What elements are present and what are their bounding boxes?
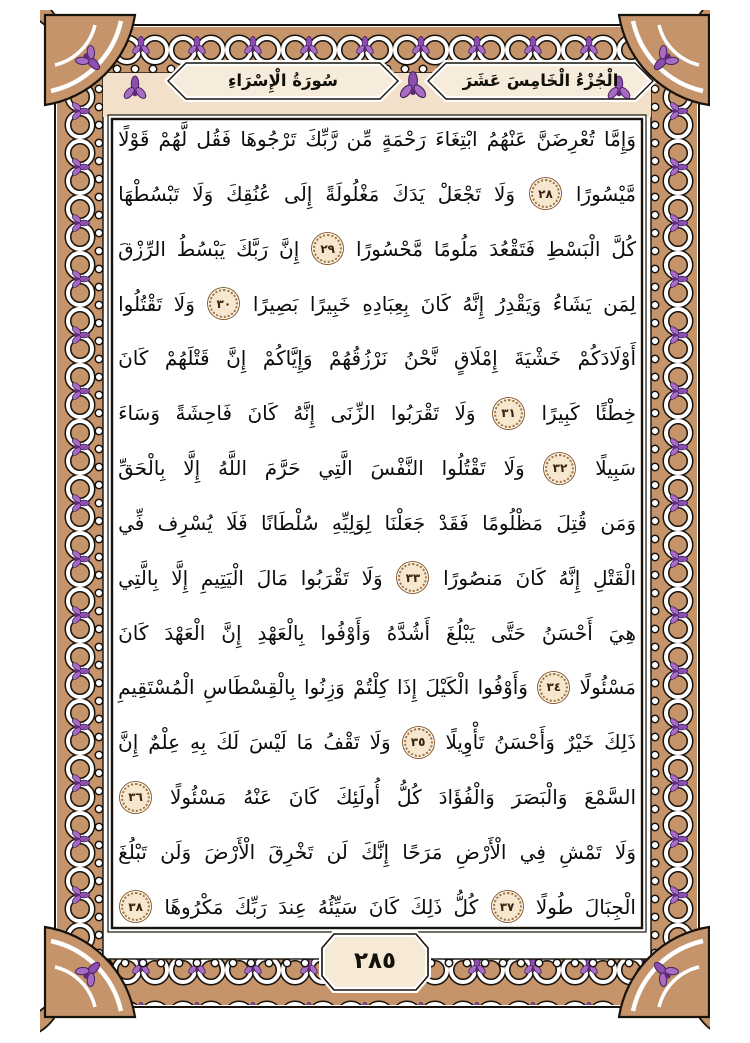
quran-word: أَشُدَّهُ xyxy=(386,620,431,645)
quran-word: مَنصُورًا xyxy=(443,565,503,590)
quran-word: خَشْيَةَ xyxy=(514,346,562,371)
quran-word: وَسَاءَ xyxy=(118,401,161,426)
quran-word: إِنَّ xyxy=(226,346,247,371)
quran-word: وَمَن xyxy=(600,510,636,535)
ayah-marker: ٢٩ xyxy=(313,234,342,263)
quran-word: وَلَا xyxy=(493,181,516,206)
quran-word: تَقْرَبُوا xyxy=(390,401,440,426)
quran-word: الْعَهْدَ xyxy=(164,620,206,645)
quran-word: فَلَا xyxy=(226,510,248,535)
quran-word: تَقْتُلُوا xyxy=(441,456,486,481)
quran-word: أُولَئِكَ xyxy=(335,785,381,810)
quran-word: إِلَّا xyxy=(183,456,201,481)
surah-title: سُورَةُ الْإِسْرَاءِ xyxy=(227,71,339,90)
quran-word: الرِّزْقَ xyxy=(118,236,166,261)
quran-lines xyxy=(118,122,636,924)
quran-word: الْجِبَالَ xyxy=(584,894,636,919)
quran-word: وَإِمَّا xyxy=(603,127,636,151)
quran-word: إِنَّ xyxy=(118,730,139,755)
quran-line-9 xyxy=(118,561,636,595)
quran-word: خِطْئًا xyxy=(595,401,636,426)
quran-word: كُلُّ xyxy=(453,894,479,919)
quran-word: الزِّنَى xyxy=(330,401,376,426)
quran-word: خَبِيرًا xyxy=(309,291,351,316)
quran-word: تَقْرَبُوا xyxy=(300,565,349,590)
quran-line-7 xyxy=(118,451,636,485)
quran-word: مَلُومًا xyxy=(433,236,479,261)
quran-word: وَزِنُوا xyxy=(303,675,345,700)
quran-word: الْأَرْضِ xyxy=(455,839,507,864)
quran-word: مَسْئُولًا xyxy=(169,785,227,810)
quran-line-15 xyxy=(118,890,636,924)
quran-word: قَوْلًا xyxy=(118,127,150,151)
ayah-marker: ٣٠ xyxy=(209,289,238,318)
ayah-marker: ٢٨ xyxy=(531,179,560,208)
quran-word: تَبْلُغَ xyxy=(118,839,147,864)
quran-word: الْمُسْتَقِيمِ xyxy=(118,675,195,700)
quran-word: كَانَ xyxy=(515,565,546,590)
quran-word: لِوَلِيِّهِ xyxy=(331,510,372,535)
quran-word: ابْتِغَاءَ xyxy=(435,127,478,151)
quran-word: تَقْتُلُوا xyxy=(118,291,163,316)
quran-line-4 xyxy=(118,287,636,321)
quran-line-14 xyxy=(118,835,636,869)
quran-word: يَبْلُغَ xyxy=(446,620,475,645)
quran-word: ذَلِكَ xyxy=(604,730,636,755)
quran-word: وَلَا xyxy=(614,839,636,864)
quran-word: لَيْسَ xyxy=(249,730,287,755)
quran-word: لِمَن xyxy=(603,291,636,316)
quran-word: إِمْلَاقٍ xyxy=(454,346,498,371)
quran-word: تَمْشِ xyxy=(559,839,602,864)
quran-word: الْقَتْلِ xyxy=(593,565,636,590)
quran-word: إِلَّا xyxy=(171,565,189,590)
quran-word: كِلْتُمْ xyxy=(353,675,389,700)
quran-line-5 xyxy=(118,341,636,375)
quran-word: السَّمْعَ xyxy=(584,785,636,810)
quran-word: وَأَوْفُوا xyxy=(477,675,528,700)
quran-word: بِالْعَهْدِ xyxy=(257,620,305,645)
quran-word: كُلُّ xyxy=(397,785,422,810)
quran-word: كَانَ xyxy=(288,785,320,810)
quran-word: وَلَا xyxy=(369,730,391,755)
quran-line-12 xyxy=(118,725,636,759)
quran-word: خَيْرٌ xyxy=(564,730,595,755)
quran-line-11 xyxy=(118,670,636,704)
quran-word: لَكَ xyxy=(216,730,240,755)
ayah-marker: ٣٨ xyxy=(121,892,150,921)
ayah-marker: ٣١ xyxy=(494,399,523,428)
quran-word: إِنَّهُ xyxy=(293,401,316,426)
quran-word: وَأَوْفُوا xyxy=(320,620,371,645)
ayah-marker: ٣٢ xyxy=(545,454,574,483)
quran-line-2 xyxy=(118,177,636,211)
quran-word: وَلَا xyxy=(361,565,383,590)
quran-word: إِنَّهُ xyxy=(462,291,485,316)
quran-word: عِلْمٌ xyxy=(148,730,181,755)
quran-word: جَعَلْنَا xyxy=(384,510,426,535)
quran-word: طُولًا xyxy=(535,894,574,919)
quran-word: رَحْمَةٍ xyxy=(381,127,427,151)
quran-word: مَّيْسُورًا xyxy=(575,181,636,206)
quran-word: كَانَ xyxy=(247,401,278,426)
quran-word: تَجْعَلْ xyxy=(437,181,482,206)
quran-word: لَّهُمْ xyxy=(158,127,188,151)
quran-word: عَنْهُمُ xyxy=(486,127,528,151)
quran-word: إِنَّهُ xyxy=(558,565,581,590)
quran-word: وَلَا xyxy=(454,401,476,426)
quran-word: أَوْلَادَكُمْ xyxy=(577,346,636,371)
quran-word: إِلَى xyxy=(284,181,313,206)
quran-word: مَّحْسُورًا xyxy=(356,236,424,261)
quran-word: تَقْفُ xyxy=(323,730,360,755)
quran-word: وَأَحْسَنُ xyxy=(494,730,555,755)
quran-word: مَكْرُوهًا xyxy=(164,894,224,919)
quran-word: كَانَ xyxy=(118,346,149,371)
quran-word: يَبْسُطُ xyxy=(176,236,226,261)
quran-word: إِنَّكَ xyxy=(361,839,390,864)
page-number: ٢٨٥ xyxy=(353,948,397,974)
quran-word: فِّي xyxy=(118,510,145,535)
quran-word: هِيَ xyxy=(608,620,636,645)
ayah-marker: ٣٤ xyxy=(539,673,568,702)
quran-word: عِندَ xyxy=(278,894,307,919)
quran-word: تَبْسُطْهَا xyxy=(118,181,180,206)
quran-word: أَحْسَنُ xyxy=(541,620,593,645)
quran-word: إِنَّ xyxy=(279,236,300,261)
quran-word: فَقَدْ xyxy=(438,510,469,535)
quran-word: وَلَا xyxy=(192,181,214,206)
quran-word: مَا xyxy=(296,730,314,755)
quran-word: كَانَ xyxy=(420,291,451,316)
quran-word: حَرَّمَ xyxy=(264,456,301,481)
quran-word: بِهِ xyxy=(189,730,207,755)
quran-word: تُعْرِضَنَّ xyxy=(536,127,595,151)
quran-word: مَغْلُولَةً xyxy=(325,181,380,206)
juz-title: الْجُزْءُ الْخَامِسَ عَشَرَ xyxy=(462,71,619,90)
quran-word: كَانَ xyxy=(118,620,149,645)
quran-word: حَتَّى xyxy=(490,620,526,645)
quran-word: مَرَحًا xyxy=(402,839,443,864)
quran-word: وَالْبَصَرَ xyxy=(511,785,568,810)
quran-word: رَبِّكَ xyxy=(234,894,267,919)
quran-word: بِالَّتِي xyxy=(118,565,159,590)
quran-word: كَبِيرًا xyxy=(541,401,580,426)
quran-word: إِذَا xyxy=(396,675,418,700)
quran-word: النَّفْسَ xyxy=(370,456,424,481)
quran-word: وَإِيَّاكُمْ xyxy=(262,346,313,371)
quran-word: كُلَّ xyxy=(611,236,636,261)
quran-word: سَبِيلًا xyxy=(595,456,636,481)
quran-line-3 xyxy=(118,232,636,266)
quran-word: قَتْلَهُمْ xyxy=(164,346,210,371)
quran-word: الْأَرْضَ xyxy=(204,839,256,864)
quran-word: يَدَكَ xyxy=(392,181,425,206)
quran-word: بِالْحَقِّ xyxy=(118,456,166,481)
quran-word: يَشَاءُ xyxy=(552,291,592,316)
quran-word: الْكَيْلَ xyxy=(425,675,470,700)
quran-line-1 xyxy=(118,122,636,156)
quran-word: وَلَن xyxy=(160,839,192,864)
quran-word: فَاحِشَةً xyxy=(175,401,233,426)
quran-word: الْبَسْطِ xyxy=(545,236,601,261)
ayah-marker: ٣٥ xyxy=(404,728,433,757)
quran-word: اللَّهُ xyxy=(218,456,247,481)
quran-word: رَبَّكَ xyxy=(236,236,269,261)
quran-word: رَّبِّكَ xyxy=(305,127,338,151)
quran-word: فَتَقْعُدَ xyxy=(489,236,536,261)
quran-word: مَظْلُومًا xyxy=(482,510,543,535)
quran-line-10 xyxy=(118,616,636,650)
quran-word: لَن xyxy=(326,839,348,864)
quran-word: تَرْجُوهَا xyxy=(240,127,297,151)
quran-word: قُتِلَ xyxy=(556,510,588,535)
quran-word: عَنْهُ xyxy=(243,785,272,810)
quran-word: وَلَا xyxy=(173,291,195,316)
ayah-marker: ٣٣ xyxy=(398,563,427,592)
quran-word: الْيَتِيمِ xyxy=(200,565,244,590)
quran-line-6 xyxy=(118,396,636,430)
quran-word: فِي xyxy=(519,839,546,864)
quran-line-8 xyxy=(118,506,636,540)
quran-word: مَسْئُولًا xyxy=(579,675,636,700)
quran-word: وَلَا xyxy=(503,456,525,481)
ayah-marker: ٣٦ xyxy=(121,783,150,812)
quran-word: بِالْقِسْطَاسِ xyxy=(202,675,296,700)
quran-word: تَخْرِقَ xyxy=(268,839,314,864)
quran-word: فَقُل xyxy=(196,127,232,151)
quran-word: كَانَ xyxy=(368,894,400,919)
quran-word: نَّحْنُ xyxy=(403,346,438,371)
quran-word: إِنَّ xyxy=(221,620,242,645)
quran-word: وَالْفُؤَادَ xyxy=(438,785,495,810)
quran-word: يُسْرِف xyxy=(157,510,213,535)
quran-word: عُنُقِكَ xyxy=(226,181,272,206)
quran-word: سُلْطَانًا xyxy=(261,510,319,535)
quran-word: بِعِبَادِهِ xyxy=(362,291,410,316)
quran-word: تَأْوِيلًا xyxy=(445,730,485,755)
quran-word: ذَلِكَ xyxy=(410,894,443,919)
quran-word: سَيِّئُهُ xyxy=(317,894,358,919)
quran-word: مِّن xyxy=(346,127,373,151)
quran-word: نَرْزُقُهُمْ xyxy=(329,346,388,371)
ayah-marker: ٣٧ xyxy=(493,892,522,921)
quran-word: مَالَ xyxy=(256,565,289,590)
quran-word: الَّتِي xyxy=(318,456,353,481)
quran-word: وَيَقْدِرُ xyxy=(495,291,542,316)
quran-line-13 xyxy=(118,780,636,814)
quran-word: بَصِيرًا xyxy=(252,291,299,316)
